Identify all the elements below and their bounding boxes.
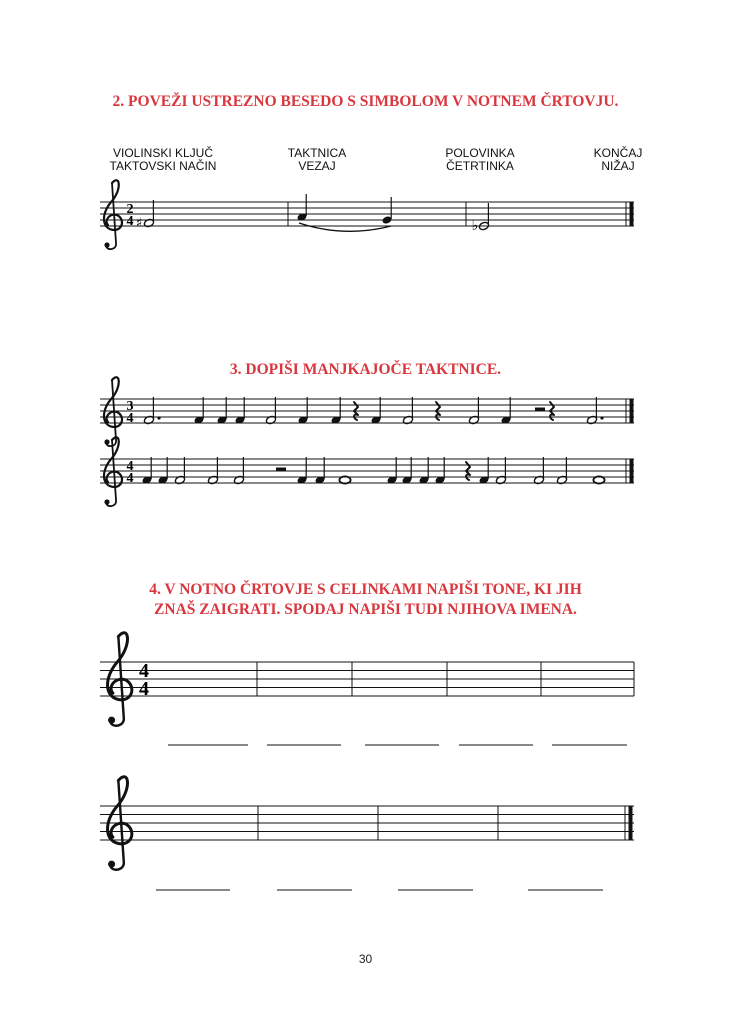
word-koncaj[interactable]: KONČAJ (593, 146, 643, 160)
quarter-note-icon[interactable] (381, 197, 392, 225)
word-violinski-kljuc[interactable]: VIOLINSKI KLJUČ (112, 146, 214, 160)
exercise-3-title: 3. DOPIŠI MANJKAJOČE TAKTNICE. (229, 361, 502, 378)
word-taktnica[interactable]: TAKTNICA (287, 146, 347, 160)
time-signature-bottom[interactable]: 4 (126, 214, 134, 229)
word-taktovski-nacin[interactable]: TAKTOVSKI NAČIN (109, 159, 217, 173)
time-signature-top[interactable]: 2 (126, 202, 134, 217)
exercise-2-title: 2. POVEŽI USTREZNO BESEDO S SIMBOLOM V NOTNEM ČRTOVJU. (112, 93, 619, 110)
time-signature-bottom: 4 (126, 471, 134, 486)
flat-icon[interactable]: ♭ (471, 218, 479, 234)
exercise-4-title-line-1: 4. V NOTNO ČRTOVJE S CELINKAMI NAPIŠI TONE, KI JIH (149, 581, 582, 598)
treble-clef-icon (104, 377, 122, 446)
exercise-4-staff-2[interactable] (100, 806, 634, 840)
exercise-3-staff-2[interactable] (100, 459, 634, 483)
exercise-3-staff-1[interactable] (100, 399, 634, 423)
word-nizaj[interactable]: NIŽAJ (601, 159, 635, 173)
time-signature-top: 4 (126, 459, 134, 474)
word-cetrtinka[interactable]: ČETRTINKA (446, 159, 514, 173)
exercise-4-title-line-2: ZNAŠ ZAIGRATI. SPODAJ NAPIŠI TUDI NJIHOVA IMENA. (154, 601, 577, 618)
time-signature-top: 4 (139, 660, 149, 682)
word-polovinka[interactable]: POLOVINKA (445, 146, 515, 160)
time-signature-bottom: 4 (126, 411, 134, 426)
tie-icon[interactable] (299, 223, 391, 231)
time-signature-bottom: 4 (139, 678, 149, 700)
time-signature-top: 3 (126, 399, 134, 414)
treble-clef-icon (104, 437, 122, 506)
half-note-icon[interactable] (478, 203, 489, 231)
word-vezaj[interactable]: VEZAJ (298, 159, 336, 173)
exercise-2-staff[interactable] (100, 202, 634, 226)
page-number: 30 (358, 952, 373, 966)
exercise-4-staff-1[interactable] (100, 662, 634, 696)
treble-clef-icon[interactable] (104, 180, 122, 249)
sharp-icon[interactable]: ♯ (135, 216, 143, 231)
